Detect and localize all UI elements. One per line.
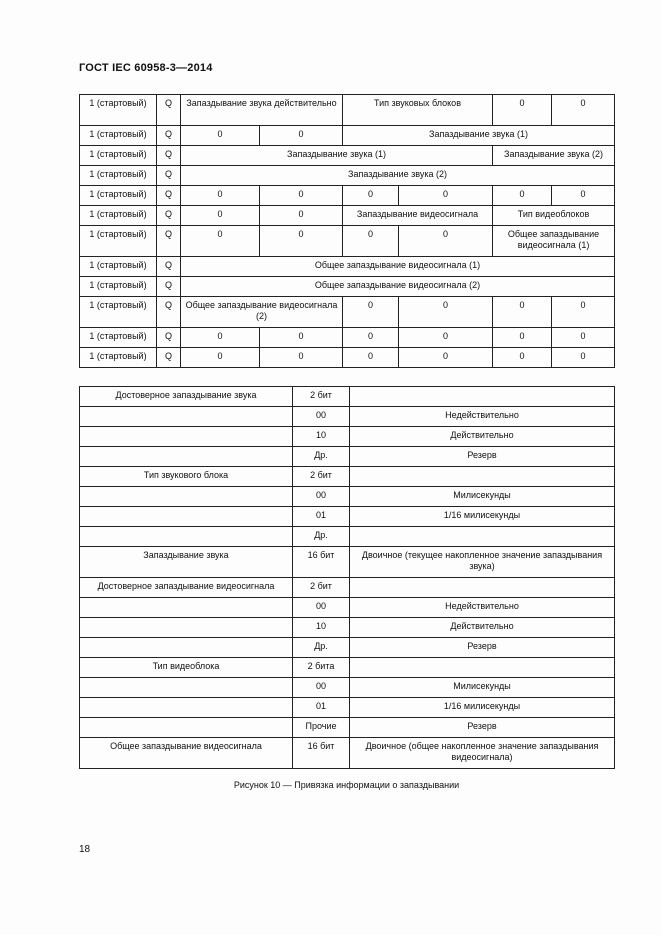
table-row xyxy=(80,527,615,547)
table-cell: 00 xyxy=(293,678,350,698)
table-cell: 0 xyxy=(260,126,343,146)
page-header: ГОСТ IEC 60958-3—2014 xyxy=(79,62,213,74)
table-cell: 2 бит xyxy=(293,467,350,487)
table-cell: 01 xyxy=(293,507,350,527)
table-row xyxy=(80,738,615,769)
bit-layout-table xyxy=(79,94,615,368)
table-cell: Достоверное запаздывание видеосигнала xyxy=(80,578,293,598)
table-cell xyxy=(350,467,615,487)
table-row xyxy=(80,95,615,126)
table-cell: Недействительно xyxy=(350,598,615,618)
table-cell: Q xyxy=(157,186,181,206)
table-cell: Q xyxy=(157,277,181,297)
table-cell: Тип звукового блока xyxy=(80,467,293,487)
table-cell: 0 xyxy=(552,348,615,368)
table-row xyxy=(80,507,615,527)
table-cell: 2 бита xyxy=(293,658,350,678)
table-cell: 0 xyxy=(343,348,399,368)
table-cell: Тип звуковых блоков xyxy=(343,95,493,126)
table-row xyxy=(80,387,615,407)
table-cell: Запаздывание звука (2) xyxy=(181,166,615,186)
table-cell: 0 xyxy=(399,328,493,348)
table-cell: Резерв xyxy=(350,638,615,658)
table-cell: 1 (стартовый) xyxy=(80,257,157,277)
table-cell: Q xyxy=(157,297,181,328)
table-cell: 00 xyxy=(293,598,350,618)
table-cell xyxy=(350,578,615,598)
table-cell xyxy=(350,527,615,547)
table-cell: Тип видеоблока xyxy=(80,658,293,678)
table-cell: Действительно xyxy=(350,427,615,447)
page-number: 18 xyxy=(79,844,91,855)
table-cell: 1 (стартовый) xyxy=(80,126,157,146)
table-cell: 1 (стартовый) xyxy=(80,328,157,348)
table-cell xyxy=(80,618,293,638)
table-cell: 0 xyxy=(399,186,493,206)
table-row xyxy=(80,226,615,257)
table-cell: 1 (стартовый) xyxy=(80,146,157,166)
table-cell: Q xyxy=(157,226,181,257)
table-cell: Прочие xyxy=(293,718,350,738)
table-row xyxy=(80,297,615,328)
table-cell: Общее запаздывание видеосигнала (2) xyxy=(181,277,615,297)
table-cell xyxy=(80,678,293,698)
table-cell: Действительно xyxy=(350,618,615,638)
table-cell: 0 xyxy=(552,328,615,348)
table-cell: Др. xyxy=(293,638,350,658)
table-cell: 0 xyxy=(343,297,399,328)
table-cell: Q xyxy=(157,95,181,126)
table-row xyxy=(80,348,615,368)
table-cell: 0 xyxy=(493,95,552,126)
table-cell xyxy=(80,598,293,618)
table-cell: Достоверное запаздывание звука xyxy=(80,387,293,407)
table-cell: Общее запаздывание видеосигнала (1) xyxy=(493,226,615,257)
table-row xyxy=(80,678,615,698)
table-cell: 16 бит xyxy=(293,547,350,578)
table-cell xyxy=(80,487,293,507)
field-definition-table xyxy=(79,386,615,769)
table-row xyxy=(80,578,615,598)
table-row xyxy=(80,547,615,578)
table-cell: 0 xyxy=(260,226,343,257)
table-cell: 0 xyxy=(181,328,260,348)
table-cell: Q xyxy=(157,328,181,348)
table-cell: Q xyxy=(157,257,181,277)
table-cell: Общее запаздывание видеосигнала (1) xyxy=(181,257,615,277)
table-cell: 0 xyxy=(399,297,493,328)
table-cell: 0 xyxy=(181,226,260,257)
table-cell: 2 бит xyxy=(293,578,350,598)
table-row xyxy=(80,618,615,638)
table-row xyxy=(80,598,615,618)
table-cell: 1 (стартовый) xyxy=(80,95,157,126)
table-row xyxy=(80,146,615,166)
table-cell: 10 xyxy=(293,618,350,638)
table-cell: 0 xyxy=(552,186,615,206)
table-cell: Q xyxy=(157,166,181,186)
table-cell: Недействительно xyxy=(350,407,615,427)
table-cell: 0 xyxy=(260,186,343,206)
table-cell: Q xyxy=(157,348,181,368)
table-cell xyxy=(80,638,293,658)
table-row xyxy=(80,186,615,206)
table-cell: Запаздывание звука (2) xyxy=(493,146,615,166)
table-cell xyxy=(80,507,293,527)
table-row xyxy=(80,447,615,467)
table-cell: 2 бит xyxy=(293,387,350,407)
table-cell: Тип видеоблоков xyxy=(493,206,615,226)
table-cell: Милисекунды xyxy=(350,487,615,507)
table-cell: 1 (стартовый) xyxy=(80,297,157,328)
table-cell: 16 бит xyxy=(293,738,350,769)
table-row xyxy=(80,257,615,277)
table-cell xyxy=(350,387,615,407)
table-cell: 0 xyxy=(493,297,552,328)
table-cell: 0 xyxy=(260,348,343,368)
table-cell: Запаздывание звука действительно xyxy=(181,95,343,126)
table-cell: 0 xyxy=(181,126,260,146)
table-cell: 1/16 милисекунды xyxy=(350,507,615,527)
table-row xyxy=(80,126,615,146)
table-cell: Резерв xyxy=(350,447,615,467)
table-cell: Др. xyxy=(293,527,350,547)
table-cell: Милисекунды xyxy=(350,678,615,698)
table-row xyxy=(80,698,615,718)
table-row xyxy=(80,638,615,658)
table-cell: Q xyxy=(157,206,181,226)
table-row xyxy=(80,407,615,427)
table-row xyxy=(80,328,615,348)
table-cell: Запаздывание видеосигнала xyxy=(343,206,493,226)
table-row xyxy=(80,487,615,507)
table-cell: 0 xyxy=(493,186,552,206)
table-cell xyxy=(80,427,293,447)
table-cell: 0 xyxy=(552,95,615,126)
table-cell: 0 xyxy=(493,328,552,348)
table-row xyxy=(80,277,615,297)
table-row xyxy=(80,166,615,186)
table-row xyxy=(80,658,615,678)
table-cell: Общее запаздывание видеосигнала xyxy=(80,738,293,769)
table-cell: 01 xyxy=(293,698,350,718)
table-row xyxy=(80,427,615,447)
table-cell: 0 xyxy=(399,226,493,257)
table-row xyxy=(80,206,615,226)
table-cell: 00 xyxy=(293,487,350,507)
table-cell: Q xyxy=(157,146,181,166)
table-cell xyxy=(80,718,293,738)
table-cell xyxy=(80,698,293,718)
table-cell: 1/16 милисекунды xyxy=(350,698,615,718)
table-cell: Двоичное (текущее накопленное значение запаздывания звука) xyxy=(350,547,615,578)
table-cell: 1 (стартовый) xyxy=(80,277,157,297)
table-cell xyxy=(80,447,293,467)
table-cell: 1 (стартовый) xyxy=(80,186,157,206)
table-cell: 10 xyxy=(293,427,350,447)
table-cell: 0 xyxy=(493,348,552,368)
table-cell: Запаздывание звука (1) xyxy=(343,126,615,146)
table-cell: 1 (стартовый) xyxy=(80,166,157,186)
table-cell: 0 xyxy=(399,348,493,368)
table-cell: 0 xyxy=(181,186,260,206)
table-cell: Резерв xyxy=(350,718,615,738)
figure-caption: Рисунок 10 — Привязка информации о запаздывании xyxy=(233,780,460,790)
table-cell: 0 xyxy=(260,206,343,226)
table-cell: 0 xyxy=(181,206,260,226)
table-cell xyxy=(350,658,615,678)
table-cell: Общее запаздывание видеосигнала (2) xyxy=(181,297,343,328)
table-cell: Q xyxy=(157,126,181,146)
table-cell: 0 xyxy=(343,226,399,257)
table-cell: 0 xyxy=(260,328,343,348)
table-cell: 00 xyxy=(293,407,350,427)
table-cell: 1 (стартовый) xyxy=(80,206,157,226)
table-cell xyxy=(80,407,293,427)
table-cell: Запаздывание звука (1) xyxy=(181,146,493,166)
table-cell xyxy=(80,527,293,547)
table-cell: Двоичное (общее накопленное значение запаздывания видеосигнала) xyxy=(350,738,615,769)
table-row xyxy=(80,718,615,738)
table-cell: 1 (стартовый) xyxy=(80,226,157,257)
table-cell: 0 xyxy=(181,348,260,368)
table-row xyxy=(80,467,615,487)
table-cell: 0 xyxy=(343,328,399,348)
table-cell: 0 xyxy=(343,186,399,206)
table-cell: 0 xyxy=(552,297,615,328)
table-cell: Др. xyxy=(293,447,350,467)
table-cell: 1 (стартовый) xyxy=(80,348,157,368)
table-cell: Запаздывание звука xyxy=(80,547,293,578)
